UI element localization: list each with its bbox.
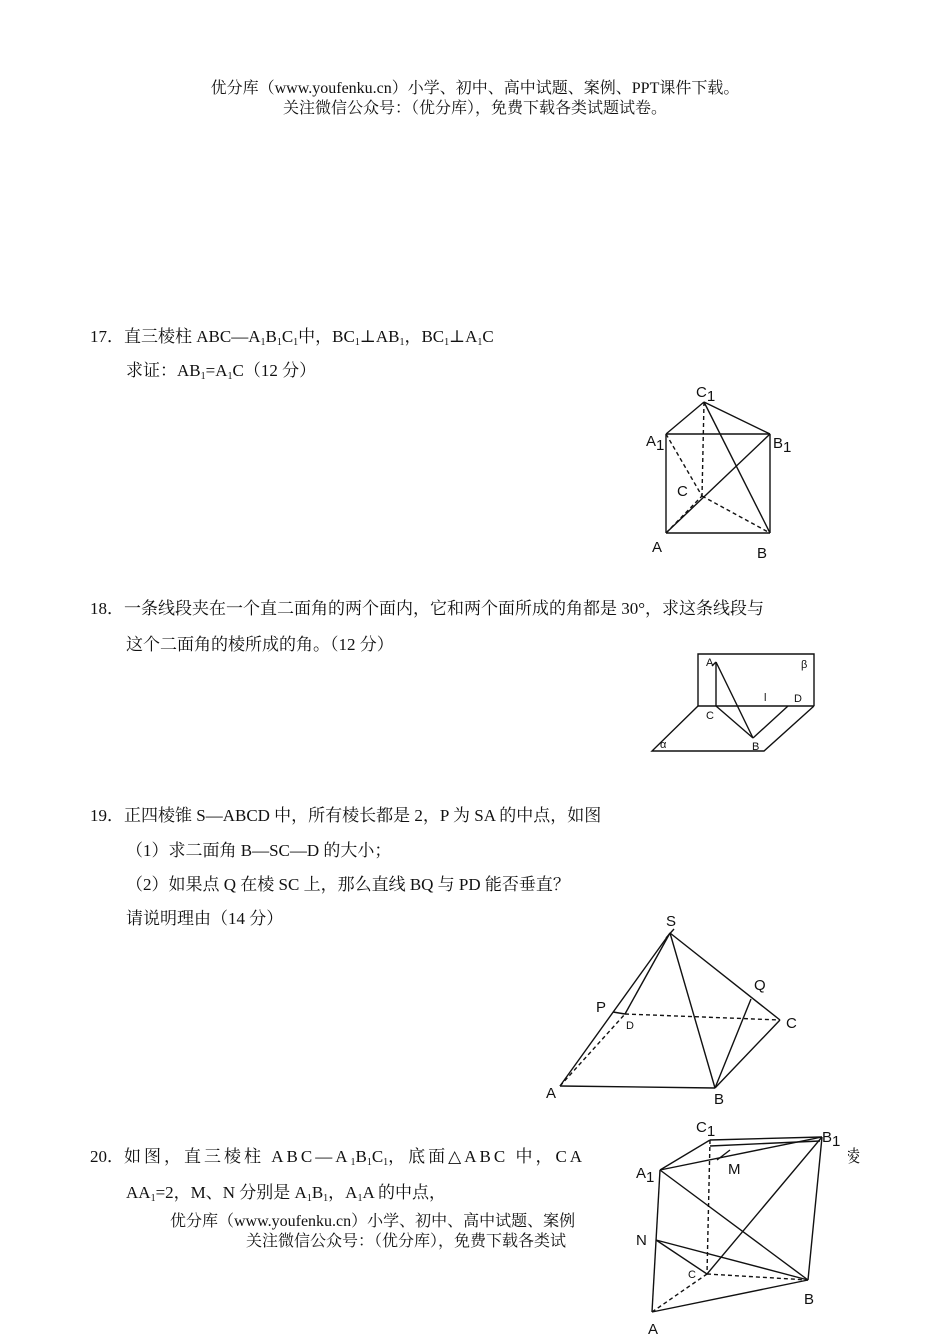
edge-c1b bbox=[704, 402, 770, 533]
q20-text: B bbox=[311, 1183, 324, 1202]
edge-ab bbox=[560, 1086, 715, 1088]
q20-text: 如图，直三棱柱 ABC—A bbox=[124, 1147, 351, 1166]
segment-bq bbox=[715, 999, 751, 1088]
edge-ad bbox=[560, 1014, 625, 1086]
q17-stem-text: ，BC bbox=[404, 327, 445, 346]
q17-sub: 1 bbox=[227, 371, 233, 382]
edge-c1c bbox=[702, 402, 704, 496]
q20-text: C bbox=[371, 1147, 384, 1166]
q17-sub: 1 bbox=[399, 337, 405, 348]
q20-sub: 1 bbox=[357, 1193, 363, 1204]
label-b1: B1 bbox=[773, 435, 792, 456]
q20-sub: 1 bbox=[350, 1157, 356, 1168]
q20-text: B bbox=[355, 1147, 367, 1166]
q17-sub: 1 bbox=[200, 371, 206, 382]
q17-sub: 1 bbox=[260, 337, 266, 348]
q18-text: 一条线段夹在一个直二面角的两个面内，它和两个面所成的角都是 30°，求这条线段与 bbox=[124, 599, 765, 618]
plane-alpha bbox=[652, 706, 814, 751]
label-a: A bbox=[652, 539, 663, 556]
q20-sub: 1 bbox=[150, 1193, 156, 1204]
footer-line-2: 关注微信公众号：（优分库），免费下载各类试 bbox=[246, 1233, 567, 1250]
q17-stem-text: ⊥AB bbox=[359, 327, 400, 346]
apex-mark bbox=[666, 929, 674, 938]
label-m: M bbox=[728, 1161, 741, 1178]
label-p: P bbox=[596, 999, 607, 1016]
q17-sub: 1 bbox=[293, 337, 299, 348]
label-b: B bbox=[714, 1091, 725, 1108]
label-c: C bbox=[688, 1269, 696, 1281]
edge-c1b1 bbox=[710, 1137, 822, 1140]
label-d: D bbox=[794, 693, 802, 705]
q18-number: 18． bbox=[90, 599, 124, 618]
label-b1: B1 bbox=[822, 1129, 841, 1150]
q20-text: =2，M、N 分别是 A bbox=[155, 1183, 307, 1202]
label-s: S bbox=[666, 913, 677, 930]
q17-number: 17． bbox=[90, 327, 124, 346]
label-a: A bbox=[706, 657, 714, 669]
q19-line-2: （1）求二面角 B—SC—D 的大小； bbox=[126, 841, 392, 860]
q18-line-1 bbox=[90, 598, 764, 620]
label-q: Q bbox=[754, 977, 766, 994]
q19-text: 正四棱锥 S—ABCD 中，所有棱长都是 2，P 为 SA 的中点，如图 bbox=[124, 806, 602, 825]
edge-dc bbox=[625, 1014, 780, 1020]
edge-sd bbox=[625, 933, 670, 1014]
q17-sub: 1 bbox=[444, 337, 450, 348]
q17-figure bbox=[640, 380, 800, 565]
q17-prove-text: C（12 分） bbox=[232, 361, 317, 380]
footer-line-1: 优分库（www.youfenku.cn）小学、初中、高中试题、案例 bbox=[170, 1213, 576, 1230]
q17-stem-text: 直三棱柱 ABC—A bbox=[124, 327, 261, 346]
label-b: B bbox=[804, 1291, 815, 1308]
q20-line-1-end: 棱 bbox=[843, 1147, 860, 1166]
edge-cb bbox=[702, 496, 770, 533]
q20-figure bbox=[630, 1112, 848, 1340]
edge-c1b1 bbox=[704, 402, 770, 434]
label-c1: C1 bbox=[696, 1119, 716, 1140]
label-a: A bbox=[648, 1321, 659, 1338]
segment-ab bbox=[716, 662, 753, 738]
edge-sb bbox=[670, 933, 715, 1088]
q20-sub: 1 bbox=[323, 1193, 329, 1204]
label-a1: A1 bbox=[646, 433, 665, 454]
segment-cb bbox=[716, 706, 753, 738]
label-b: B bbox=[757, 545, 768, 562]
q17-prove-text: 求证：AB bbox=[126, 361, 201, 380]
q20-sub: 1 bbox=[383, 1157, 389, 1168]
label-c1: C1 bbox=[696, 384, 716, 405]
q20-text: A 的中点， bbox=[362, 1183, 447, 1202]
label-b: B bbox=[752, 741, 760, 753]
q17-stem-text: C bbox=[281, 327, 294, 346]
q17-stem-text: C bbox=[482, 327, 494, 346]
label-n: N bbox=[636, 1232, 647, 1249]
edge-bc bbox=[715, 1020, 780, 1088]
q17-prove-text: =A bbox=[205, 361, 228, 380]
q20-line-1 bbox=[90, 1146, 585, 1168]
label-a: A bbox=[546, 1085, 557, 1102]
q17-sub: 1 bbox=[477, 337, 483, 348]
label-l: l bbox=[764, 692, 767, 704]
q20-text: AA bbox=[126, 1183, 151, 1202]
q17-stem bbox=[90, 326, 494, 348]
q17-stem-text: B bbox=[265, 327, 277, 346]
q20-text: ，底面△ABC 中，CA bbox=[388, 1147, 586, 1166]
q19-number: 19． bbox=[90, 806, 124, 825]
q17-stem-text: ⊥A bbox=[449, 327, 478, 346]
q20-sub: 1 bbox=[366, 1157, 372, 1168]
label-alpha: α bbox=[660, 739, 667, 751]
edge-sa bbox=[560, 933, 670, 1086]
segment-pd bbox=[613, 1012, 625, 1014]
q17-stem-text: 中，BC bbox=[298, 327, 355, 346]
label-beta: β bbox=[801, 659, 808, 671]
label-c: C bbox=[706, 710, 714, 722]
q18-line-2: 这个二面角的棱所成的角。（12 分） bbox=[126, 635, 394, 654]
q19-line-4: 请说明理由（14 分） bbox=[126, 909, 284, 928]
label-a1: A1 bbox=[636, 1165, 655, 1186]
q17-prove bbox=[126, 360, 316, 382]
q20-text: ，A bbox=[328, 1183, 358, 1202]
label-c: C bbox=[677, 483, 688, 500]
label-d: D bbox=[626, 1020, 634, 1032]
q17-sub: 1 bbox=[276, 337, 282, 348]
q20-line-2 bbox=[126, 1182, 446, 1204]
q19-figure bbox=[540, 908, 810, 1108]
q17-sub: 1 bbox=[354, 337, 360, 348]
edge-a1c1 bbox=[666, 402, 704, 434]
q19-line-3: （2）如果点 Q 在棱 SC 上，那么直线 BQ 与 PD 能否垂直？ bbox=[126, 875, 570, 894]
q20-sub: 1 bbox=[306, 1193, 312, 1204]
q18-figure bbox=[648, 648, 823, 758]
header-line-1: 优分库（www.youfenku.cn）小学、初中、高中试题、案例、PPT课件下载。 bbox=[210, 80, 740, 97]
q20-number: 20． bbox=[90, 1147, 124, 1166]
label-c: C bbox=[786, 1015, 797, 1032]
header-line-2: 关注微信公众号：（优分库），免费下载各类试题试卷。 bbox=[282, 100, 667, 117]
q19-line-1 bbox=[90, 805, 601, 827]
